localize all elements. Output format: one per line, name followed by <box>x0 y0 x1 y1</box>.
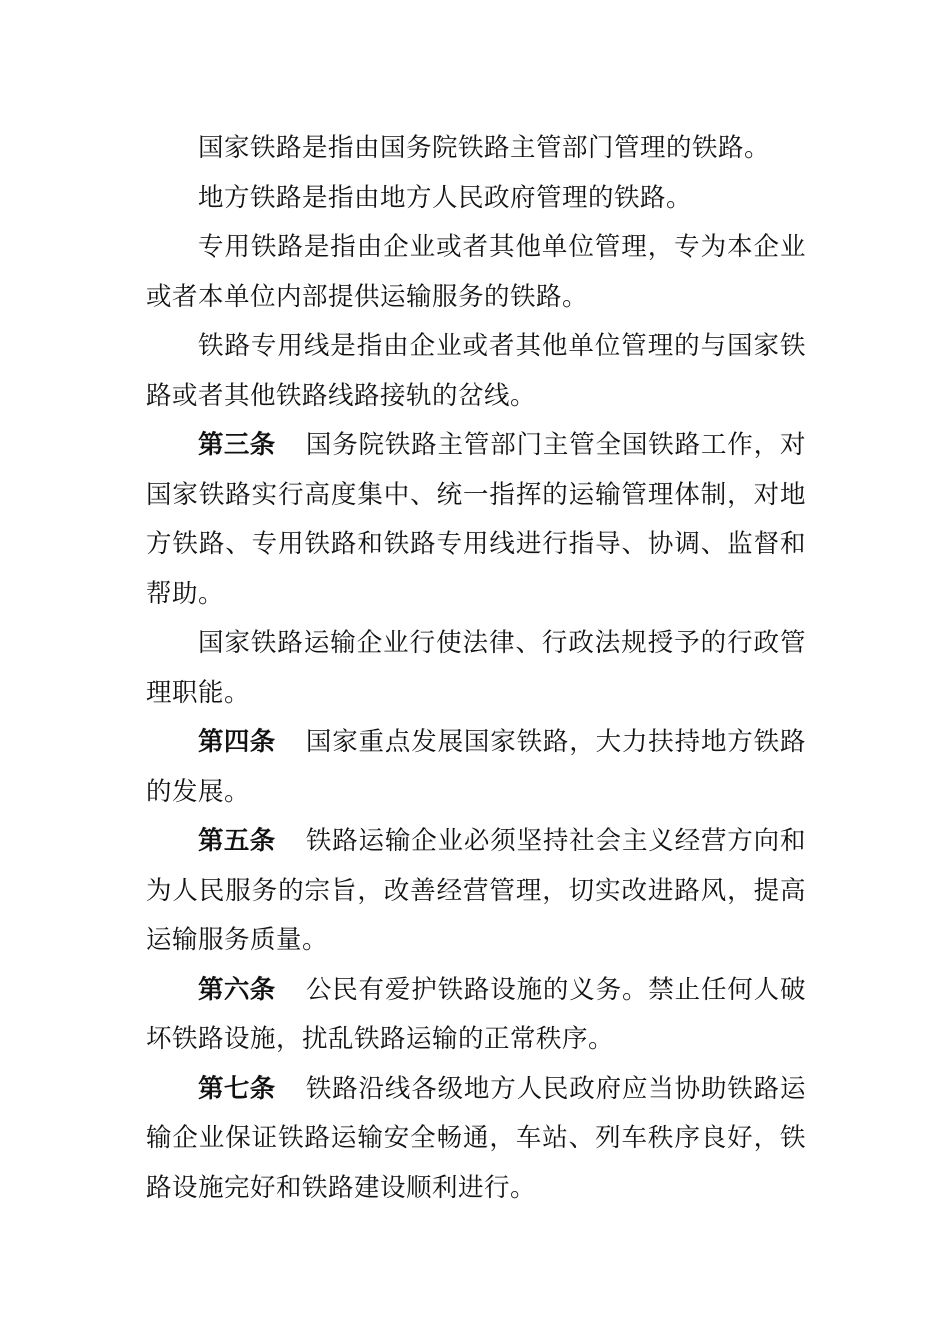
document-page <box>146 124 806 1213</box>
article-3 <box>146 421 806 619</box>
paragraph-dedicated-railway <box>146 223 806 322</box>
article-5 <box>146 817 806 966</box>
paragraph-text: 铁路专用线是指由企业或者其他单位管理的与国家铁路或者其他铁路线路接轨的岔线。 <box>146 331 806 411</box>
paragraph-national-railway <box>146 124 806 174</box>
article-number: 第七条 <box>198 1073 276 1104</box>
paragraph-text: 国家铁路是指由国务院铁路主管部门管理的铁路。 <box>198 133 771 163</box>
paragraph-local-railway <box>146 174 806 224</box>
article-number: 第四条 <box>198 727 276 757</box>
paragraph-text: 国务院铁路主管部门主管全国铁路工作，对国家铁路实行高度集中、统一指挥的运输管理体制，对地方铁路、专用铁路和铁路专用线进行指导、协调、监督和帮助。 <box>146 430 806 609</box>
article-number: 第五条 <box>198 826 276 856</box>
paragraph-text: 国家铁路运输企业行使法律、行政法规授予的行政管理职能。 <box>146 628 806 708</box>
paragraph-text: 铁路运输企业必须坚持社会主义经营方向和为人民服务的宗旨，改善经营管理，切实改进路风，提高运输服务质量。 <box>146 826 806 955</box>
paragraph-text: 公民有爱护铁路设施的义务。禁止任何人破坏铁路设施，扰乱铁路运输的正常秩序。 <box>146 974 806 1054</box>
article-4 <box>146 718 806 817</box>
article-number: 第六条 <box>198 974 276 1005</box>
article-number: 第三条 <box>198 430 276 460</box>
article-6 <box>146 966 806 1065</box>
paragraph-text: 专用铁路是指由企业或者其他单位管理，专为本企业或者本单位内部提供运输服务的铁路。 <box>146 232 806 312</box>
paragraph-text: 地方铁路是指由地方人民政府管理的铁路。 <box>198 182 693 213</box>
paragraph-text: 铁路沿线各级地方人民政府应当协助铁路运输企业保证铁路运输安全畅通，车站、列车秩序良好，铁路设施完好和铁路建设顺利进行。 <box>146 1073 806 1203</box>
paragraph-admin-functions <box>146 619 806 718</box>
paragraph-text: 国家重点发展国家铁路，大力扶持地方铁路的发展。 <box>146 727 806 807</box>
article-7 <box>146 1065 806 1214</box>
paragraph-railway-siding <box>146 322 806 421</box>
